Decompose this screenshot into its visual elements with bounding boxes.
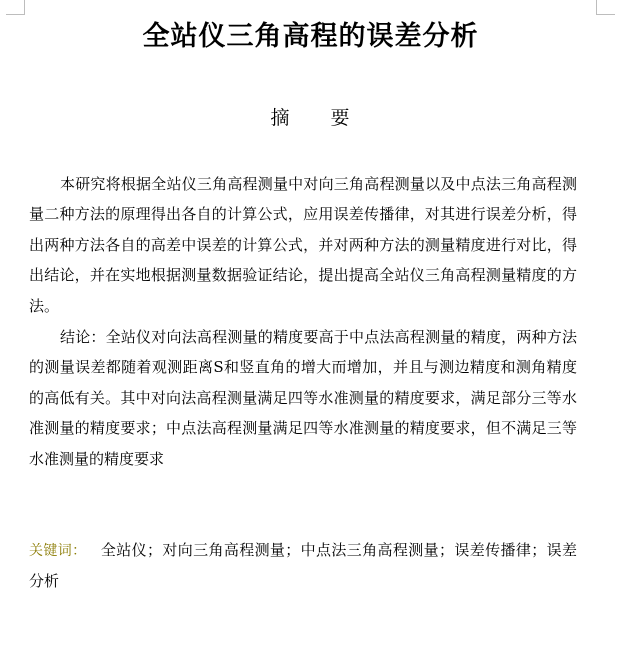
keywords-label: 关键词： <box>29 543 87 559</box>
abstract-heading: 摘 要 <box>270 107 351 129</box>
document-title: 全站仪三角高程的误差分析 <box>142 21 479 52</box>
abstract-paragraph-2: 结论：全站仪对向法高程测量的精度要高于中点法高程测量的精度，两种方法的测量误差都随着观测距离S和竖直角的增大而增加，并且与测边精度和测角精度的高低有关。其中对向法高程测量满足四等水准测量的精度要求，满足部分三等水准测量的精度要求；中点法高程测量满足四等水准测量的精度要求，但不满足三等水准测量的精度要求 <box>29 328 577 468</box>
abstract-paragraph-1: 本研究将根据全站仪三角高程测量中对向三角高程测量以及中点法三角高程测量二种方法的原理得出各自的计算公式，应用误差传播律，对其进行误差分析，得出两种方法各自的高差中误差的计算公式，并对两种方法的测量精度进行对比，得出结论，并在实地根据测量数据验证结论，提出提高全站仪三角高程测量精度的方法。 <box>29 175 577 315</box>
page-corner-mark-left <box>6 0 25 15</box>
keywords-text: 全站仪；对向三角高程测量；中点法三角高程测量；误差传播律；误差分析 <box>29 541 577 591</box>
keywords-line <box>29 535 577 597</box>
page-corner-mark-right <box>596 0 615 15</box>
